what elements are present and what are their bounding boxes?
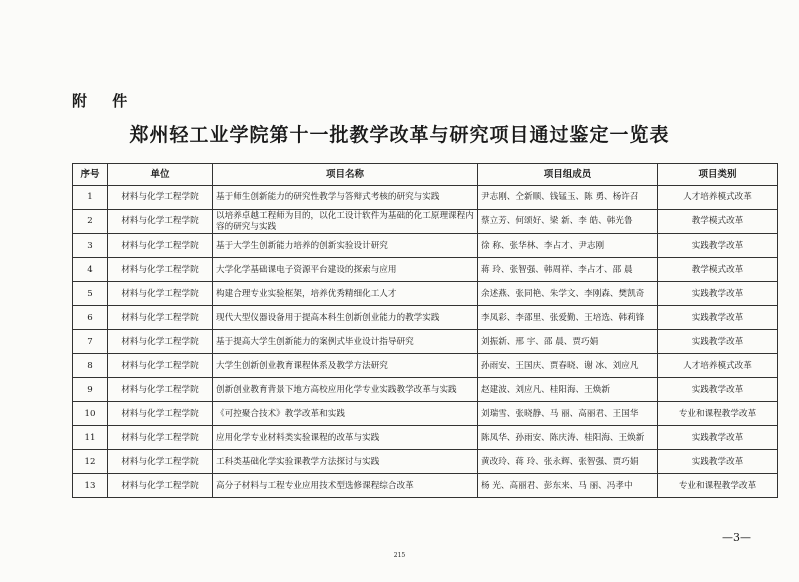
cell-unit: 材料与化学工程学院 bbox=[108, 402, 213, 426]
header-no: 序号 bbox=[73, 164, 108, 186]
cell-unit: 材料与化学工程学院 bbox=[108, 210, 213, 234]
table-row bbox=[73, 330, 778, 354]
table-row bbox=[73, 426, 778, 450]
project-table bbox=[72, 163, 778, 498]
cell-name: 现代大型仪器设备用于提高本科生创新创业能力的教学实践 bbox=[213, 306, 478, 330]
cell-members: 余述燕、张同艳、朱学文、李刚森、樊凯奇 bbox=[478, 282, 658, 306]
cell-unit: 材料与化学工程学院 bbox=[108, 426, 213, 450]
cell-name: 大学生创新创业教育课程体系及教学方法研究 bbox=[213, 354, 478, 378]
table-row bbox=[73, 306, 778, 330]
cell-members: 杨 光、高丽君、彭东来、马 丽、冯孝中 bbox=[478, 474, 658, 498]
cell-type: 实践教学改革 bbox=[658, 234, 778, 258]
cell-type: 实践教学改革 bbox=[658, 450, 778, 474]
table-row bbox=[73, 402, 778, 426]
cell-no: 6 bbox=[73, 306, 108, 330]
table-row bbox=[73, 450, 778, 474]
cell-unit: 材料与化学工程学院 bbox=[108, 306, 213, 330]
cell-members: 刘瑞雪、张晓静、马 丽、高丽君、王国华 bbox=[478, 402, 658, 426]
cell-no: 7 bbox=[73, 330, 108, 354]
cell-name: 基于师生创新能力的研究性教学与答辩式考核的研究与实践 bbox=[213, 186, 478, 210]
cell-no: 1 bbox=[73, 186, 108, 210]
cell-name: 创新创业教育背景下地方高校应用化学专业实践教学改革与实践 bbox=[213, 378, 478, 402]
document-title: 郑州轻工业学院第十一批教学改革与研究项目通过鉴定一览表 bbox=[129, 124, 670, 146]
cell-members: 黄改玲、蒋 玲、张永辉、张智强、贾巧娟 bbox=[478, 450, 658, 474]
cell-unit: 材料与化学工程学院 bbox=[108, 378, 213, 402]
cell-unit: 材料与化学工程学院 bbox=[108, 186, 213, 210]
cell-type: 教学模式改革 bbox=[658, 210, 778, 234]
cell-type: 教学模式改革 bbox=[658, 258, 778, 282]
footer-number: 215 bbox=[393, 552, 406, 559]
cell-members: 蔡立芳、何颂好、梁 新、李 皓、韩光鲁 bbox=[478, 210, 658, 234]
cell-members: 蒋 玲、张智强、韩周祥、李占才、邵 晨 bbox=[478, 258, 658, 282]
cell-type: 实践教学改革 bbox=[658, 306, 778, 330]
cell-name: 工科类基础化学实验课教学方法探讨与实践 bbox=[213, 450, 478, 474]
cell-name: 应用化学专业材料类实验课程的改革与实践 bbox=[213, 426, 478, 450]
cell-name: 高分子材料与工程专业应用技术型选修课程综合改革 bbox=[213, 474, 478, 498]
cell-no: 11 bbox=[73, 426, 108, 450]
cell-name: 大学化学基础课电子资源平台建设的探索与应用 bbox=[213, 258, 478, 282]
cell-members: 赵建波、刘应凡、桂阳海、王焕新 bbox=[478, 378, 658, 402]
cell-members: 刘振新、邢 宇、邵 晨、贾巧娟 bbox=[478, 330, 658, 354]
cell-type: 实践教学改革 bbox=[658, 426, 778, 450]
table-row bbox=[73, 258, 778, 282]
attachment-label: 附 件 bbox=[72, 92, 138, 110]
cell-no: 13 bbox=[73, 474, 108, 498]
cell-unit: 材料与化学工程学院 bbox=[108, 234, 213, 258]
cell-unit: 材料与化学工程学院 bbox=[108, 330, 213, 354]
cell-members: 徐 称、张华林、李占才、尹志刚 bbox=[478, 234, 658, 258]
cell-type: 专业和课程教学改革 bbox=[658, 402, 778, 426]
cell-name: 基于提高大学生创新能力的案例式毕业设计指导研究 bbox=[213, 330, 478, 354]
table-row bbox=[73, 186, 778, 210]
cell-no: 12 bbox=[73, 450, 108, 474]
cell-unit: 材料与化学工程学院 bbox=[108, 258, 213, 282]
cell-members: 孙雨安、王国庆、贾春晓、谢 冰、刘应凡 bbox=[478, 354, 658, 378]
cell-no: 3 bbox=[73, 234, 108, 258]
cell-no: 9 bbox=[73, 378, 108, 402]
table-row bbox=[73, 378, 778, 402]
header-name: 项目名称 bbox=[213, 164, 478, 186]
header-unit: 单位 bbox=[108, 164, 213, 186]
cell-name: 以培养卓越工程师为目的，以化工设计软件为基础的化工原理课程内容的研究与实践 bbox=[213, 210, 478, 234]
cell-no: 5 bbox=[73, 282, 108, 306]
table-header-row bbox=[73, 164, 778, 186]
cell-type: 专业和课程教学改革 bbox=[658, 474, 778, 498]
table-row bbox=[73, 210, 778, 234]
cell-type: 人才培养模式改革 bbox=[658, 354, 778, 378]
cell-no: 4 bbox=[73, 258, 108, 282]
cell-members: 李凤彩、李邵里、张爱勤、王培选、韩莉锋 bbox=[478, 306, 658, 330]
cell-type: 实践教学改革 bbox=[658, 378, 778, 402]
cell-no: 10 bbox=[73, 402, 108, 426]
cell-no: 8 bbox=[73, 354, 108, 378]
cell-unit: 材料与化学工程学院 bbox=[108, 354, 213, 378]
cell-name: 《可控聚合技术》教学改革和实践 bbox=[213, 402, 478, 426]
table-row bbox=[73, 474, 778, 498]
table-row bbox=[73, 234, 778, 258]
cell-members: 尹志刚、仝新顺、钱锰玉、陈 勇、杨许召 bbox=[478, 186, 658, 210]
cell-unit: 材料与化学工程学院 bbox=[108, 450, 213, 474]
cell-unit: 材料与化学工程学院 bbox=[108, 474, 213, 498]
cell-name: 基于大学生创新能力培养的创新实验设计研究 bbox=[213, 234, 478, 258]
table-row bbox=[73, 282, 778, 306]
cell-type: 实践教学改革 bbox=[658, 282, 778, 306]
cell-members: 陈凤华、孙雨安、陈庆涛、桂阳海、王焕新 bbox=[478, 426, 658, 450]
header-type: 项目类别 bbox=[658, 164, 778, 186]
cell-name: 构建合理专业实验框架，培养优秀精细化工人才 bbox=[213, 282, 478, 306]
header-members: 项目组成员 bbox=[478, 164, 658, 186]
cell-type: 实践教学改革 bbox=[658, 330, 778, 354]
cell-type: 人才培养模式改革 bbox=[658, 186, 778, 210]
page-number: —3— bbox=[722, 531, 751, 544]
cell-unit: 材料与化学工程学院 bbox=[108, 282, 213, 306]
table-row bbox=[73, 354, 778, 378]
cell-no: 2 bbox=[73, 210, 108, 234]
